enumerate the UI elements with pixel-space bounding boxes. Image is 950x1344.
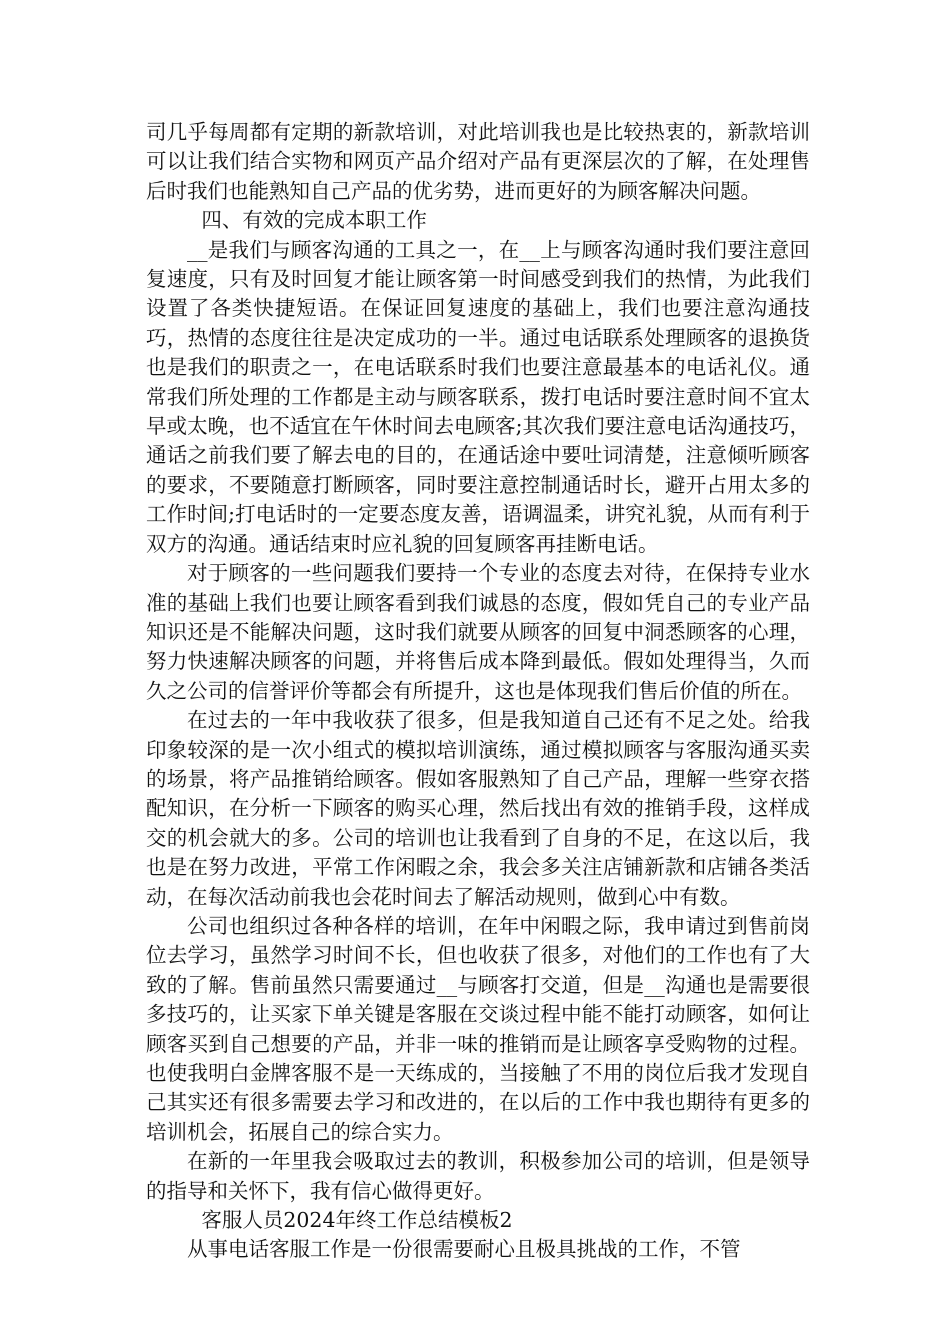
paragraph-3: 对于顾客的一些问题我们要持一个专业的态度去对待，在保持专业水准的基础上我们也要让顾客看到我们诚恳的态度，假如凭自己的专业产品知识还是不能解决问题，这时我们就要从顾客的回复中洞悉顾客的心理，努力快速解决顾客的问题，并将售后成本降到最低。假如处理得当，久而久之公司的信誉评价等都会有所提升，这也是体现我们售后价值的所在。 xyxy=(146,561,810,703)
paragraph-7: 从事电话客服工作是一份很需要耐心且极具挑战的工作，不管 xyxy=(187,1237,741,1262)
document-body xyxy=(146,118,810,1265)
paragraph-4: 在过去的一年中我收获了很多，但是我知道自己还有不足之处。给我印象较深的是一次小组式的模拟培训演练，通过模拟顾客与客服沟通买卖的场景，将产品推销给顾客。假如客服熟知了自己产品，理解一些穿衣搭配知识，在分析一下顾客的购买心理，然后找出有效的推销手段，这样成交的机会就大的多。公司的培训也让我看到了自身的不足，在这以后，我也是在努力改进，平常工作闲暇之余，我会多关注店铺新款和店铺各类活动，在每次活动前我也会花时间去了解活动规则，做到心中有数。 xyxy=(146,708,810,909)
paragraph-6: 在新的一年里我会吸取过去的教训，积极参加公司的培训，但是领导的指导和关怀下，我有信心做得更好。 xyxy=(146,1149,810,1203)
paragraph-2: __是我们与顾客沟通的工具之一，在__上与顾客沟通时我们要注意回复速度，只有及时回复才能让顾客第一时间感受到我们的热情，为此我们设置了各类快捷短语。在保证回复速度的基础上，我们也要注意沟通技巧，热情的态度往往是决定成功的一半。通过电话联系处理顾客的退换货也是我们的职责之一，在电话联系时我们也要注意最基本的电话礼仪。通常我们所处理的工作都是主动与顾客联系，拨打电话时要注意时间不宜太早或太晚，也不适宜在午休时间去电顾客;其次我们要注意电话沟通技巧，通话之前我们要了解去电的目的，在通话途中要吐词清楚，注意倾听顾客的要求，不要随意打断顾客，同时要注意控制通话时长，避开占用太多的工作时间;打电话时的一定要态度友善，语调温柔，讲究礼貌，从而有利于双方的沟通。通话结束时应礼貌的回复顾客再挂断电话。 xyxy=(146,237,810,556)
section-heading-effective-work: 四、有效的完成本职工作 xyxy=(201,208,427,233)
paragraph-5: 公司也组织过各种各样的培训，在年中闲暇之际，我申请过到售前岗位去学习，虽然学习时间不长，但也收获了很多，对他们的工作也有了大致的了解。售前虽然只需要通过__与顾客打交道，但是__沟通也是需要很多技巧的，让买家下单关键是客服在交谈过程中能不能打动顾客，如何让顾客买到自己想要的产品，并非一味的推销而是让顾客享受购物的过程。也使我明白金牌客服不是一天练成的，当接触了不用的岗位后我才发现自己其实还有很多需要去学习和改进的，在以后的工作中我也期待有更多的培训机会，拓展自己的综合实力。 xyxy=(146,913,810,1144)
section-heading-template-2: 客服人员2024年终工作总结模板2 xyxy=(201,1208,513,1233)
paragraph-1: 司几乎每周都有定期的新款培训，对此培训我也是比较热衷的，新款培训可以让我们结合实物和网页产品介绍对产品有更深层次的了解，在处理售后时我们也能熟知自己产品的优劣势，进而更好的为顾客解决问题。 xyxy=(146,120,810,203)
